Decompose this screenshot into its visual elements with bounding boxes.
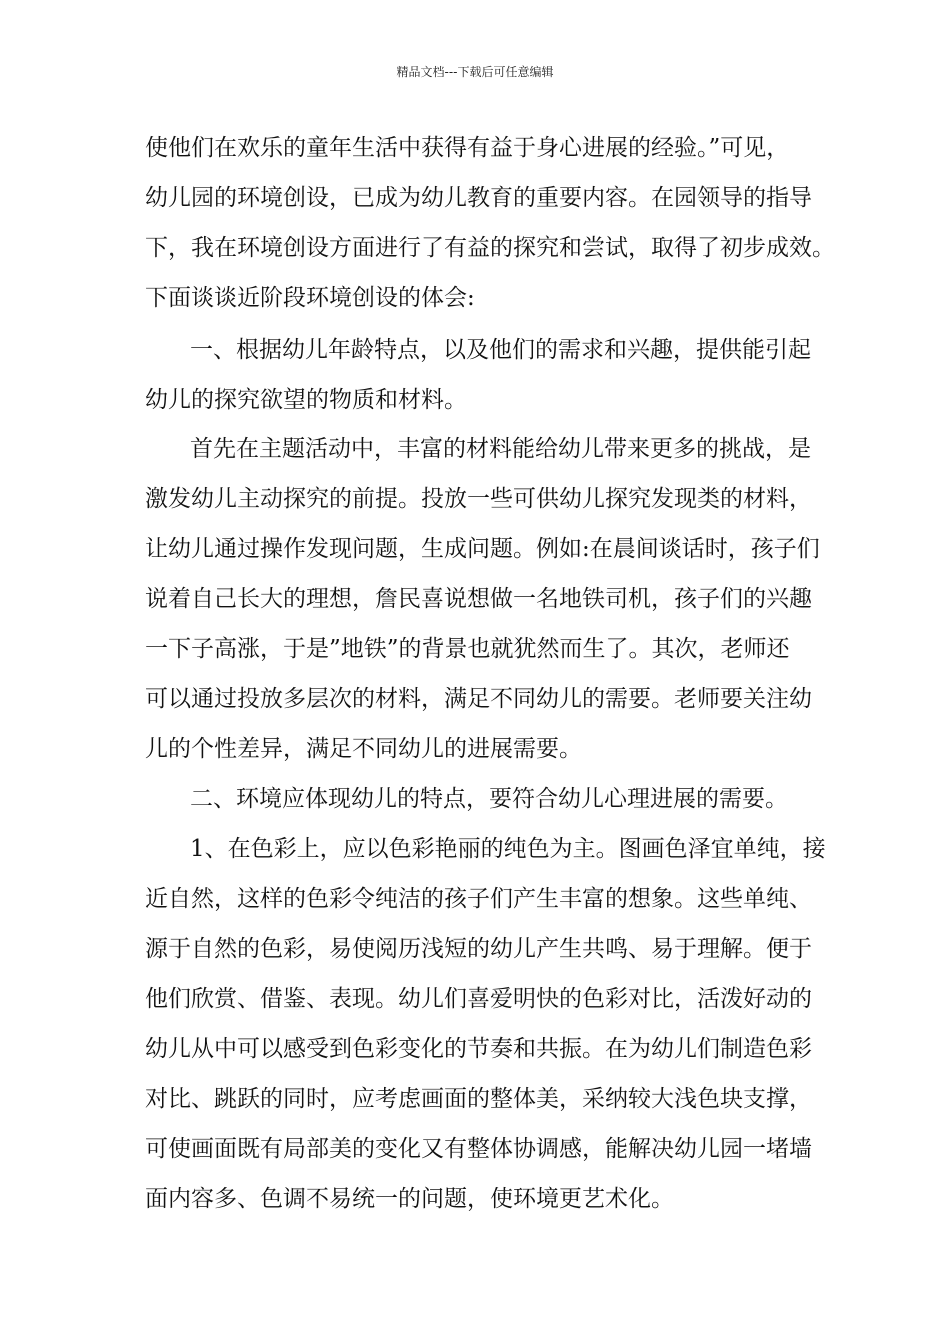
text-line: 让幼儿通过操作发现问题，生成问题。例如:在晨间谈话时，孩子们: [145, 536, 820, 562]
section-heading: 一、根据幼儿年龄特点，以及他们的需求和兴趣，提供能引起: [190, 337, 811, 363]
text-line: 幼儿从中可以感受到色彩变化的节奏和共振。在为幼儿们制造色彩: [145, 1036, 812, 1062]
paragraph-start: 首先在主题活动中，丰富的材料能给幼儿带来更多的挑战，是: [190, 436, 811, 462]
paragraph-start: 1、在色彩上，应以色彩艳丽的纯色为主。图画色泽宜单纯，接: [190, 836, 826, 862]
text-line: 幼儿的探究欲望的物质和材料。: [145, 387, 467, 413]
text-line: 一下子高涨，于是”地铁”的背景也就犹然而生了。其次，老师还: [145, 636, 790, 662]
text-line: 近自然，这样的色彩令纯洁的孩子们产生丰富的想象。这些单纯、: [145, 886, 812, 912]
text-line: 可使画面既有局部美的变化又有整体协调感，能解决幼儿园一堵墙: [145, 1136, 812, 1162]
text-line: 下面谈谈近阶段环境创设的体会:: [145, 285, 475, 311]
text-line: 源于自然的色彩，易使阅历浅短的幼儿产生共鸣、易于理解。便于: [145, 936, 812, 962]
text-line: 可以通过投放多层次的材料，满足不同幼儿的需要。老师要关注幼: [145, 686, 812, 712]
text-line: 对比、跳跃的同时，应考虑画面的整体美，采纳较大浅色块支撑，: [145, 1086, 812, 1112]
text-line: 幼儿园的环境创设，已成为幼儿教育的重要内容。在园领导的指导: [145, 185, 812, 211]
text-line: 使他们在欢乐的童年生活中获得有益于身心进展的经验。”可见，: [145, 135, 790, 161]
section-heading: 二、环境应体现幼儿的特点，要符合幼儿心理进展的需要。: [190, 786, 788, 812]
text-line: 他们欣赏、借鉴、表现。幼儿们喜爱明快的色彩对比，活泼好动的: [145, 986, 812, 1012]
text-line: 面内容多、色调不易统一的问题，使环境更艺术化。: [145, 1186, 674, 1212]
text-line: 说着自己长大的理想，詹民喜说想做一名地铁司机，孩子们的兴趣: [145, 586, 812, 612]
text-line: 激发幼儿主动探究的前提。投放一些可供幼儿探究发现类的材料，: [145, 486, 812, 512]
text-line: 下，我在环境创设方面进行了有益的探究和尝试，取得了初步成效。: [145, 235, 835, 261]
page-header: 精品文档---下载后可任意编辑: [396, 65, 554, 79]
text-line: 儿的个性差异，满足不同幼儿的进展需要。: [145, 736, 582, 762]
